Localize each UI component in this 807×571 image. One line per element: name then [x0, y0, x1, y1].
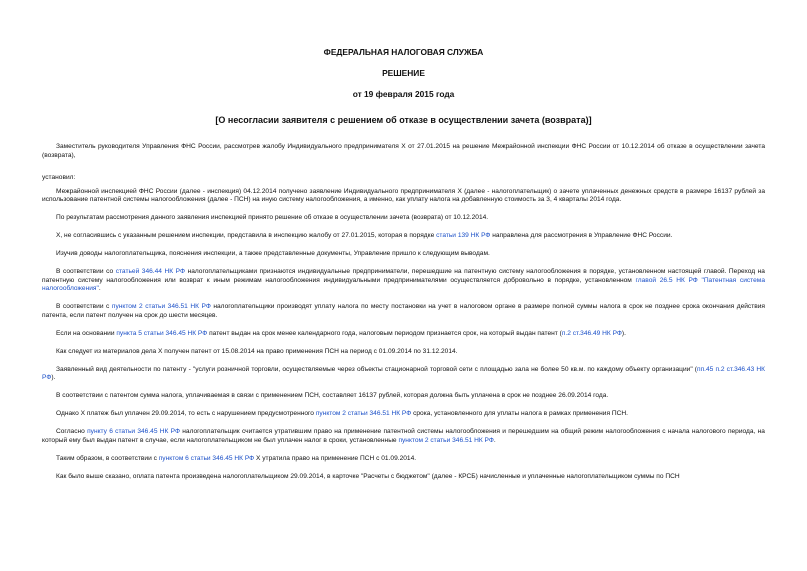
document-body: [42, 143, 765, 481]
law-link[interactable]: пунктом 6 статьи 346.45 НК РФ: [158, 454, 255, 462]
paragraph: В соответствии с пунктом 2 статьи 346.51 НК РФ налогоплательщики производят уплату налога по месту постановки на учет в налоговом органе в размере полной суммы налога в срок не позднее срока окончания действия патента, если патент получен на срок до шести месяцев.: [42, 303, 765, 319]
document-date: от 19 февраля 2015 года: [352, 89, 455, 99]
paragraph: Х, не согласившись с указанным решением инспекции, представила в инспекцию жалобу от 27.01.2015, которая в порядке статьи 139 НК РФ направлена для рассмотрения в Управление ФНС России.: [56, 232, 673, 239]
law-link[interactable]: пунктом 2 статьи 346.51 НК РФ: [398, 436, 494, 444]
paragraph: Если на основании пункта 5 статьи 346.45 НК РФ патент выдан на срок менее календарного года, налоговым периодом признается срок, на который выдан патент (п.2 ст.346.49 НК РФ).: [56, 329, 626, 337]
paragraph: Однако Х платеж был уплачен 29.09.2014, то есть с нарушением предусмотренного пунктом 2 статьи 346.51 НК РФ срока, установленного для уплаты налога в рамках применения ПСН.: [56, 410, 628, 417]
paragraph-established: установил:: [42, 174, 76, 181]
law-link[interactable]: статьи 139 НК РФ: [436, 232, 491, 239]
paragraph: Согласно пункту 6 статьи 346.45 НК РФ налогоплательщик считается утратившим право на применение патентной системы налогообложения и перешедшим на общий режим налогообложения с начала налогового периода, на который ему был выдан патент в случае, если налогоплательщиком не был уплачен налог в сроки, установленные пунктом 2 статьи 346.51 НК РФ.: [42, 428, 765, 444]
law-link[interactable]: статьей 346.44 НК РФ: [115, 268, 186, 275]
law-link[interactable]: пунктом 2 статьи 346.51 НК РФ: [111, 303, 211, 310]
law-link[interactable]: главой 26.5 НК РФ "Патентная система налогообложения": [42, 276, 765, 292]
paragraph: Заявленный вид деятельности по патенту - "услуги розничной торговли, осуществляемые через объекты стационарной торговой сети с площадью зала не более 50 кв.м. по каждому объекту организации" (пп.45 п.2 ст.346.43 НК РФ).: [42, 365, 766, 381]
law-link[interactable]: п.2 ст.346.49 НК РФ: [561, 329, 622, 337]
issuing-organization: ФЕДЕРАЛЬНАЯ НАЛОГОВАЯ СЛУЖБА: [323, 47, 484, 57]
law-link[interactable]: пп.45 п.2 ст.346.43 НК РФ: [42, 365, 766, 381]
law-link[interactable]: пунктом 2 статьи 346.51 НК РФ: [315, 410, 412, 417]
paragraph: В соответствии с патентом сумма налога, уплачиваемая в связи с применением ПСН, составляет 16137 рублей, которая должна быть уплачена в срок не позднее 26.09.2014 года.: [56, 392, 609, 399]
paragraph: Заместитель руководителя Управления ФНС России, рассмотрев жалобу Индивидуального предпринимателя Х от 27.01.2015 на решение Межрайонной инспекции ФНС России от 10.12.2014 об отказе в осуществлении зачета (возврата),: [42, 143, 765, 159]
paragraph: Как было выше сказано, оплата патента произведена налогоплательщиком 29.09.2014, в карточке "Расчеты с бюджетом" (далее - КРСБ) начисленные и уплаченные налогоплательщиком суммы по ПСН: [56, 472, 680, 480]
paragraph: По результатам рассмотрения данного заявления инспекцией принято решение об отказе в осуществлении зачета (возврата) от 10.12.2014.: [56, 214, 489, 221]
law-link[interactable]: пункту 6 статьи 346.45 НК РФ: [87, 428, 180, 435]
paragraph: Межрайонной инспекцией ФНС России (далее - инспекция) 04.12.2014 получено заявление Индивидуального предпринимателя Х (далее - налогоплательщик) о зачете уплаченных денежных средств в размере 16137 рублей за использование патентной системы налогообложения (далее - ПСН) на иную систему налогообложения, а именно, как уплату налога на добавленную стоимость за 3, 4 кварталы 2014 года.: [42, 187, 765, 203]
document-subject: [О несогласии заявителя с решением об отказе в осуществлении зачета (возврата)]: [215, 115, 592, 125]
paragraph: В соответствии со статьей 346.44 НК РФ налогоплательщиками признаются индивидуальные предприниматели, перешедшие на патентную систему налогообложения в порядке, установленном настоящей главой. Переход на патентную систему налогообложения или возврат к иным режимам налогообложения индивидуальными предпринимателями осуществляется добровольно в порядке, установленном главой 26.5 НК РФ "Патентная система налогообложения".: [42, 268, 765, 292]
document-type: РЕШЕНИЕ: [382, 68, 425, 78]
paragraph: Таким образом, в соответствии с пунктом 6 статьи 346.45 НК РФ Х утратила право на применение ПСН с 01.09.2014.: [56, 454, 417, 462]
law-link[interactable]: пункта 5 статьи 346.45 НК РФ: [116, 329, 208, 337]
paragraph: Как следует из материалов дела Х получен патент от 15.08.2014 на право применения ПСН на период с 01.09.2014 по 31.12.2014.: [56, 347, 458, 355]
paragraph: Изучив доводы налогоплательщика, пояснения инспекции, а также представленные документы, Управление пришло к следующим выводам.: [56, 250, 490, 257]
